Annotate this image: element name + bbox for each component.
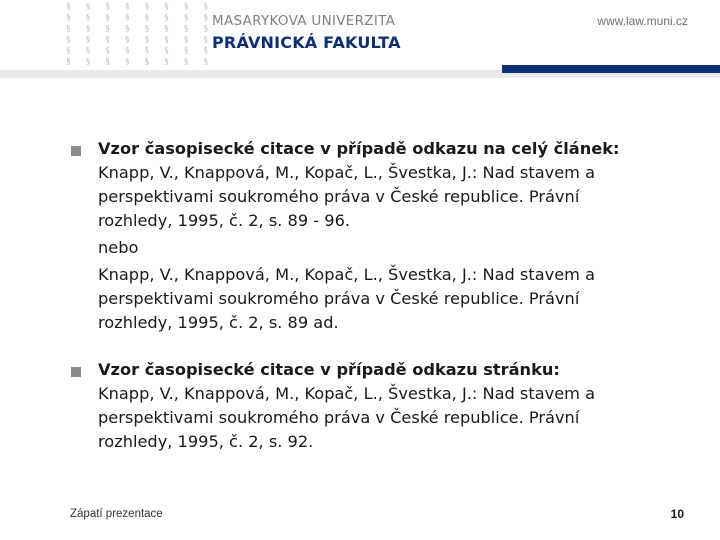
- bullet-square-icon: [71, 146, 81, 156]
- slide-header: [0, 0, 720, 70]
- website-url[interactable]: www.law.muni.cz: [597, 14, 688, 28]
- citation-paragraph: [98, 382, 690, 454]
- bullet-item: [70, 358, 690, 454]
- header-accent-bar: [502, 65, 720, 73]
- citation-line: perspektivami soukromého práva v České republice. Právní: [98, 187, 580, 206]
- slide-content: [70, 137, 690, 454]
- page-number: 10: [670, 507, 684, 521]
- citation-line: perspektivami soukromého práva v České republice. Právní: [98, 408, 580, 427]
- citation-line: perspektivami soukromého práva v České republice. Právní: [98, 289, 580, 308]
- bullet-heading: Vzor časopisecké citace v případě odkazu stránku:: [98, 360, 560, 379]
- citation-line: rozhledy, 1995, č. 2, s. 89 ad.: [98, 313, 339, 332]
- citation-line: rozhledy, 1995, č. 2, s. 89 - 96.: [98, 211, 351, 230]
- citation-line: rozhledy, 1995, č. 2, s. 92.: [98, 432, 314, 451]
- university-logo-glyph-grid: § § § § § § § § § § § § § § § § § § § § § § § § § § § § § § § § § § § § § § § § § § § § § § § §: [66, 2, 214, 66]
- faculty-name: PRÁVNICKÁ FAKULTA: [212, 33, 401, 52]
- bullet-heading: Vzor časopisecké citace v případě odkazu na celý článek:: [98, 139, 620, 158]
- university-name: MASARYKOVA UNIVERZITA: [212, 13, 396, 29]
- citation-line: Knapp, V., Knappová, M., Kopač, L., Švestka, J.: Nad stavem a: [98, 265, 595, 284]
- footer-text: Zápatí prezentace: [70, 508, 163, 520]
- citation-paragraph: [98, 161, 690, 233]
- citation-line: Knapp, V., Knappová, M., Kopač, L., Švestka, J.: Nad stavem a: [98, 163, 595, 182]
- citation-line: Knapp, V., Knappová, M., Kopač, L., Švestka, J.: Nad stavem a: [98, 384, 595, 403]
- citation-paragraph: [98, 263, 690, 335]
- bullet-item: [70, 137, 690, 335]
- connector-text: nebo: [98, 238, 139, 257]
- bullet-square-icon: [71, 367, 81, 377]
